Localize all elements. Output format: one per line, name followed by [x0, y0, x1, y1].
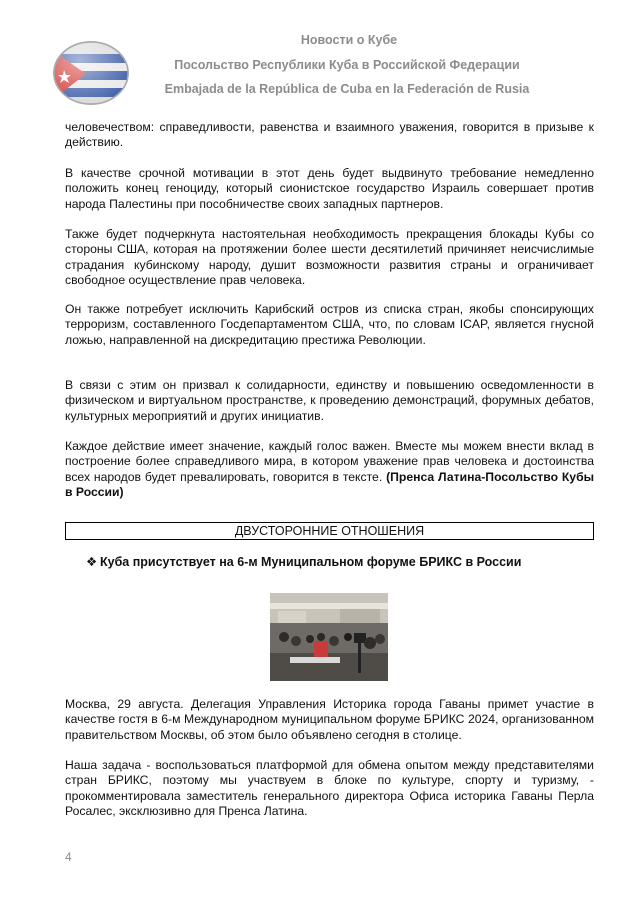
- paragraph: [65, 227, 594, 288]
- news-source: (Пренса Латина-Посольство Кубы в России): [65, 469, 595, 499]
- paragraph-text: Наша задача - воспользоваться платформой для обмена опытом между представителями стран БРИКС, поэтому мы участвуем в блоке по культуре, спорту и туризму, - прокомментировала заместитель генерального директора Офиса историка Гаваны Перла Росалес, эксклюзивно для Пренса Латина.: [65, 758, 594, 818]
- diamond-bullet-icon: ❖: [86, 555, 98, 569]
- paragraph-text: Также будет подчеркнута настоятельная необходимость прекращения блокады Кубы со стороны США, которая на протяжении более шести десятилетий причиняет неисчислимые страдания кубинскому народу, душит возможности развития страны и ограничивает свободное осуществление прав человека.: [65, 227, 594, 287]
- paragraph-text: В связи с этим он призвал к солидарности, единству и повышению осведомленности в физическом и виртуальном пространстве, к проведению демонстраций, форумных дебатов, культурных мероприятий и других инициатив.: [65, 378, 594, 423]
- section-heading: ДВУСТОРОННИЕ ОТНОШЕНИЯ: [65, 522, 594, 540]
- paragraph-text: человечеством: справедливости, равенства и взаимного уважения, говорится в призыве к действию.: [65, 120, 594, 150]
- paragraph-text: Он также потребует исключить Карибский остров из списка стран, якобы спонсирующих терроризм, составленного Госдепартаментом США, что, по словам ICAP, является гнусной ложью, направленной на дискредитацию престижа Революции.: [65, 302, 594, 347]
- paragraph: [65, 378, 594, 424]
- headline-text: Куба присутствует на 6-м Муниципальном форуме БРИКС в России: [100, 555, 522, 569]
- paragraph: [65, 758, 594, 819]
- article-headline: [86, 554, 521, 569]
- header-title: Новости о Кубе: [300, 33, 398, 47]
- paragraph: [65, 697, 594, 743]
- paragraph: [65, 120, 594, 151]
- paragraph: [65, 439, 594, 500]
- paragraph: [65, 166, 594, 212]
- paragraph-body: Каждое действие имеет значение, каждый голос важен. Вместе мы можем внести вклад в построение более справедливого мира, в котором уважение прав человека и достоинства всех народов будет превалировать, говорится в тексте.: [65, 439, 594, 484]
- page-header: [0, 0, 642, 112]
- paragraph-text: [65, 439, 594, 500]
- page-number: 4: [65, 850, 72, 864]
- paragraph: [65, 302, 594, 348]
- cuban-flag-sphere-icon: [52, 40, 130, 106]
- forum-photo: [270, 593, 388, 681]
- paragraph-text: Москва, 29 августа. Делегация Управления Историка города Гаваны примет участие в качестве гостя в 6-м Международном муниципальном форуме БРИКС 2024, организованном правительством Москвы, об этом было объявлено сегодня в столице.: [65, 697, 594, 742]
- header-embassy-ru: Посольство Республики Куба в Российской Федерации: [174, 58, 520, 72]
- paragraph-text: В качестве срочной мотивации в этот день будет выдвинуто требование немедленно положить конец геноциду, который сионистское государство Израиль совершает против народа Палестины при пособничестве своих западных партнеров.: [65, 166, 594, 211]
- header-embassy-es: Embajada de la República de Cuba en la Federación de Rusia: [164, 82, 530, 96]
